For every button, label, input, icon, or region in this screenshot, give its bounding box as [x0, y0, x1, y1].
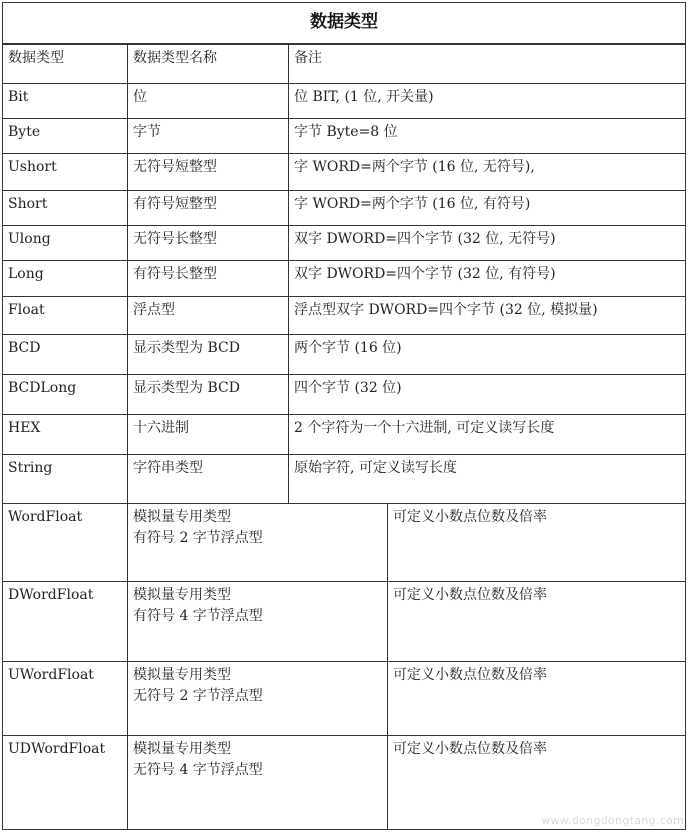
type-cell: DWordFloat: [8, 587, 94, 603]
type-cell: String: [8, 460, 53, 476]
note-cell: 两个字节 (16 位): [294, 340, 402, 356]
type-cell: BCDLong: [8, 380, 77, 396]
type-cell: Long: [8, 266, 44, 282]
type-cell: BCD: [8, 340, 41, 356]
type-name-cell: 无符号短整型: [133, 159, 217, 175]
note-cell: 字 WORD=两个字节 (16 位, 无符号),: [294, 159, 535, 175]
type-name-cell: 模拟量专用类型 无符号 2 字节浮点型: [133, 667, 263, 704]
note-cell: 可定义小数点位数及倍率: [393, 587, 547, 603]
note-cell: 原始字符, 可定义读写长度: [294, 460, 457, 476]
type-name-cell: 显示类型为 BCD: [133, 380, 240, 396]
note-cell: 字节 Byte=8 位: [294, 124, 398, 140]
type-name-cell: 模拟量专用类型 有符号 2 字节浮点型: [133, 509, 263, 546]
type-name-cell: 十六进制: [133, 420, 189, 436]
note-cell: 可定义小数点位数及倍率: [393, 667, 547, 683]
type-cell: Ushort: [8, 159, 57, 175]
note-cell: 双字 DWORD=四个字节 (32 位, 有符号): [294, 266, 556, 282]
type-name-cell: 字节: [133, 124, 161, 140]
type-name-cell: 显示类型为 BCD: [133, 340, 240, 356]
table-title: 数据类型: [2, 2, 686, 44]
type-cell: Float: [8, 302, 45, 318]
note-cell: 可定义小数点位数及倍率: [393, 741, 547, 757]
type-name-cell: 位: [133, 89, 147, 105]
note-cell: 双字 DWORD=四个字节 (32 位, 无符号): [294, 231, 556, 247]
column-header-note: 备注: [294, 50, 322, 66]
type-cell: WordFloat: [8, 509, 83, 525]
type-name-cell: 模拟量专用类型 无符号 4 字节浮点型: [133, 741, 263, 778]
type-name-cell: 无符号长整型: [133, 231, 217, 247]
note-cell: 四个字节 (32 位): [294, 380, 402, 396]
type-cell: UDWordFloat: [8, 741, 106, 757]
type-name-cell: 字符串类型: [133, 460, 203, 476]
note-cell: 浮点型双字 DWORD=四个字节 (32 位, 模拟量): [294, 302, 598, 318]
type-name-cell: 有符号长整型: [133, 266, 217, 282]
type-name-cell: 浮点型: [133, 302, 175, 318]
watermark: www.dongdongtang.com: [541, 814, 684, 827]
note-cell: 字 WORD=两个字节 (16 位, 有符号): [294, 196, 531, 212]
column-header-type: 数据类型: [8, 50, 64, 66]
type-cell: Byte: [8, 124, 41, 140]
note-cell: 2 个字符为一个十六进制, 可定义读写长度: [294, 420, 555, 436]
type-name-cell: 模拟量专用类型 有符号 4 字节浮点型: [133, 587, 263, 624]
type-cell: HEX: [8, 420, 41, 436]
type-cell: Ulong: [8, 231, 51, 247]
column-header-name: 数据类型名称: [133, 50, 217, 66]
note-cell: 可定义小数点位数及倍率: [393, 509, 547, 525]
type-cell: Bit: [8, 89, 29, 105]
type-name-cell: 有符号短整型: [133, 196, 217, 212]
type-cell: Short: [8, 196, 48, 212]
note-cell: 位 BIT, (1 位, 开关量): [294, 89, 434, 105]
type-cell: UWordFloat: [8, 667, 94, 683]
